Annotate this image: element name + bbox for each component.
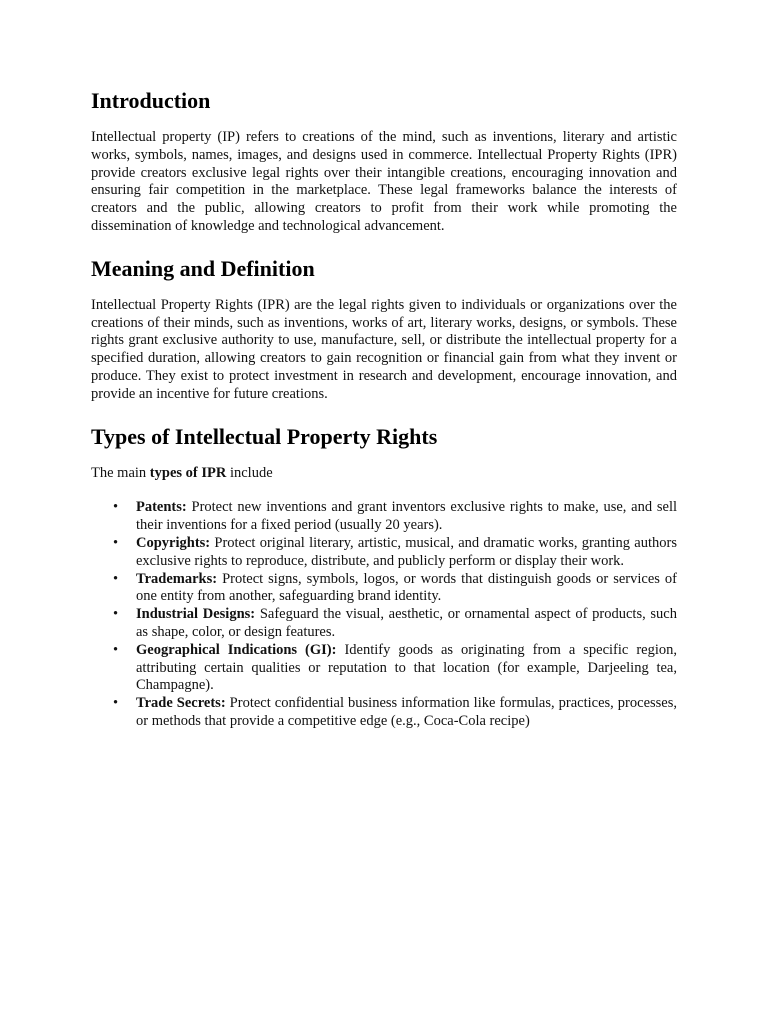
list-item-text: Protect new inventions and grant inventors exclusive rights to make, use, and sell their inventions for a fixed period (usually 20 years).	[136, 499, 677, 534]
bullet-icon: •	[113, 499, 119, 516]
list-item-industrial-designs	[113, 606, 677, 642]
meaning-paragraph: Intellectual Property Rights (IPR) are the legal rights given to individuals or organizations over the creations of their minds, such as inventions, works of art, literary works, designs, or symbols. These rights grant exclusive authority to use, manufacture, sell, or distribute the intellectual property for a specified duration, allowing creators to gain recognition or financial gain from what they invent or produce. They exist to protect investment in research and development, encourage innovation, and provide an incentive for future creations.	[91, 296, 677, 402]
types-intro	[91, 465, 677, 483]
introduction-section	[91, 88, 677, 236]
list-item-trademarks	[113, 570, 677, 607]
introduction-heading: Introduction	[91, 88, 211, 113]
bullet-icon: •	[113, 570, 119, 587]
types-section	[91, 424, 677, 731]
bullet-icon: •	[113, 606, 119, 623]
list-item-term: Patents:	[136, 499, 187, 516]
types-heading: Types of Intellectual Property Rights	[91, 423, 438, 449]
bullet-icon: •	[113, 641, 119, 658]
list-item-text: Identify goods as originating from a specific region, attributing certain qualities or reputation to that location (for example, Darjeeling tea, Champagne).	[136, 641, 677, 694]
list-item-text: Protect signs, symbols, logos, or words that distinguish goods or services of one entity from another, safeguarding brand identity.	[136, 570, 677, 605]
bullet-icon: •	[113, 695, 119, 712]
list-item-term: Industrial Designs:	[136, 606, 256, 623]
bullet-icon: •	[113, 534, 119, 551]
list-item-term: Trade Secrets:	[136, 695, 226, 712]
list-item-trade-secrets	[113, 695, 677, 731]
list-item-term: Geographical Indications (GI):	[136, 641, 337, 658]
list-item-text: Safeguard the visual, aesthetic, or ornamental aspect of products, such as shape, color, or design features.	[136, 606, 677, 640]
list-item-term: Trademarks:	[136, 570, 218, 587]
list-item-patents	[113, 499, 677, 535]
list-item-text: Protect confidential business information like formulas, practices, processes, or methods that provide a competitive edge (e.g., Coca-Cola recipe)	[136, 695, 677, 729]
meaning-section	[91, 256, 677, 404]
ipr-types-list	[91, 499, 677, 730]
types-intro-suffix: include	[226, 464, 273, 481]
introduction-paragraph: Intellectual property (IP) refers to creations of the mind, such as inventions, literary and artistic works, symbols, names, images, and designs used in commerce. Intellectual Property Rights (IPR) provide creators exclusive legal rights over their intangible creations, encouraging innovation and ensuring fair competition in the marketplace. These legal frameworks balance the interests of creators and the public, allowing creators to profit from their work while promoting the dissemination of knowledge and technological advancement.	[91, 129, 677, 234]
meaning-heading: Meaning and Definition	[91, 255, 315, 281]
list-item-geographical-indications	[113, 641, 677, 695]
list-item-copyrights	[113, 534, 677, 571]
list-item-text: Protect original literary, artistic, musical, and dramatic works, granting authors exclusive rights to reproduce, distribute, and publicly perform or display their work.	[136, 534, 677, 569]
document-page	[91, 88, 677, 751]
types-intro-bold: types of IPR	[149, 464, 227, 481]
types-intro-prefix: The main	[91, 464, 150, 481]
list-item-term: Copyrights:	[136, 534, 211, 551]
